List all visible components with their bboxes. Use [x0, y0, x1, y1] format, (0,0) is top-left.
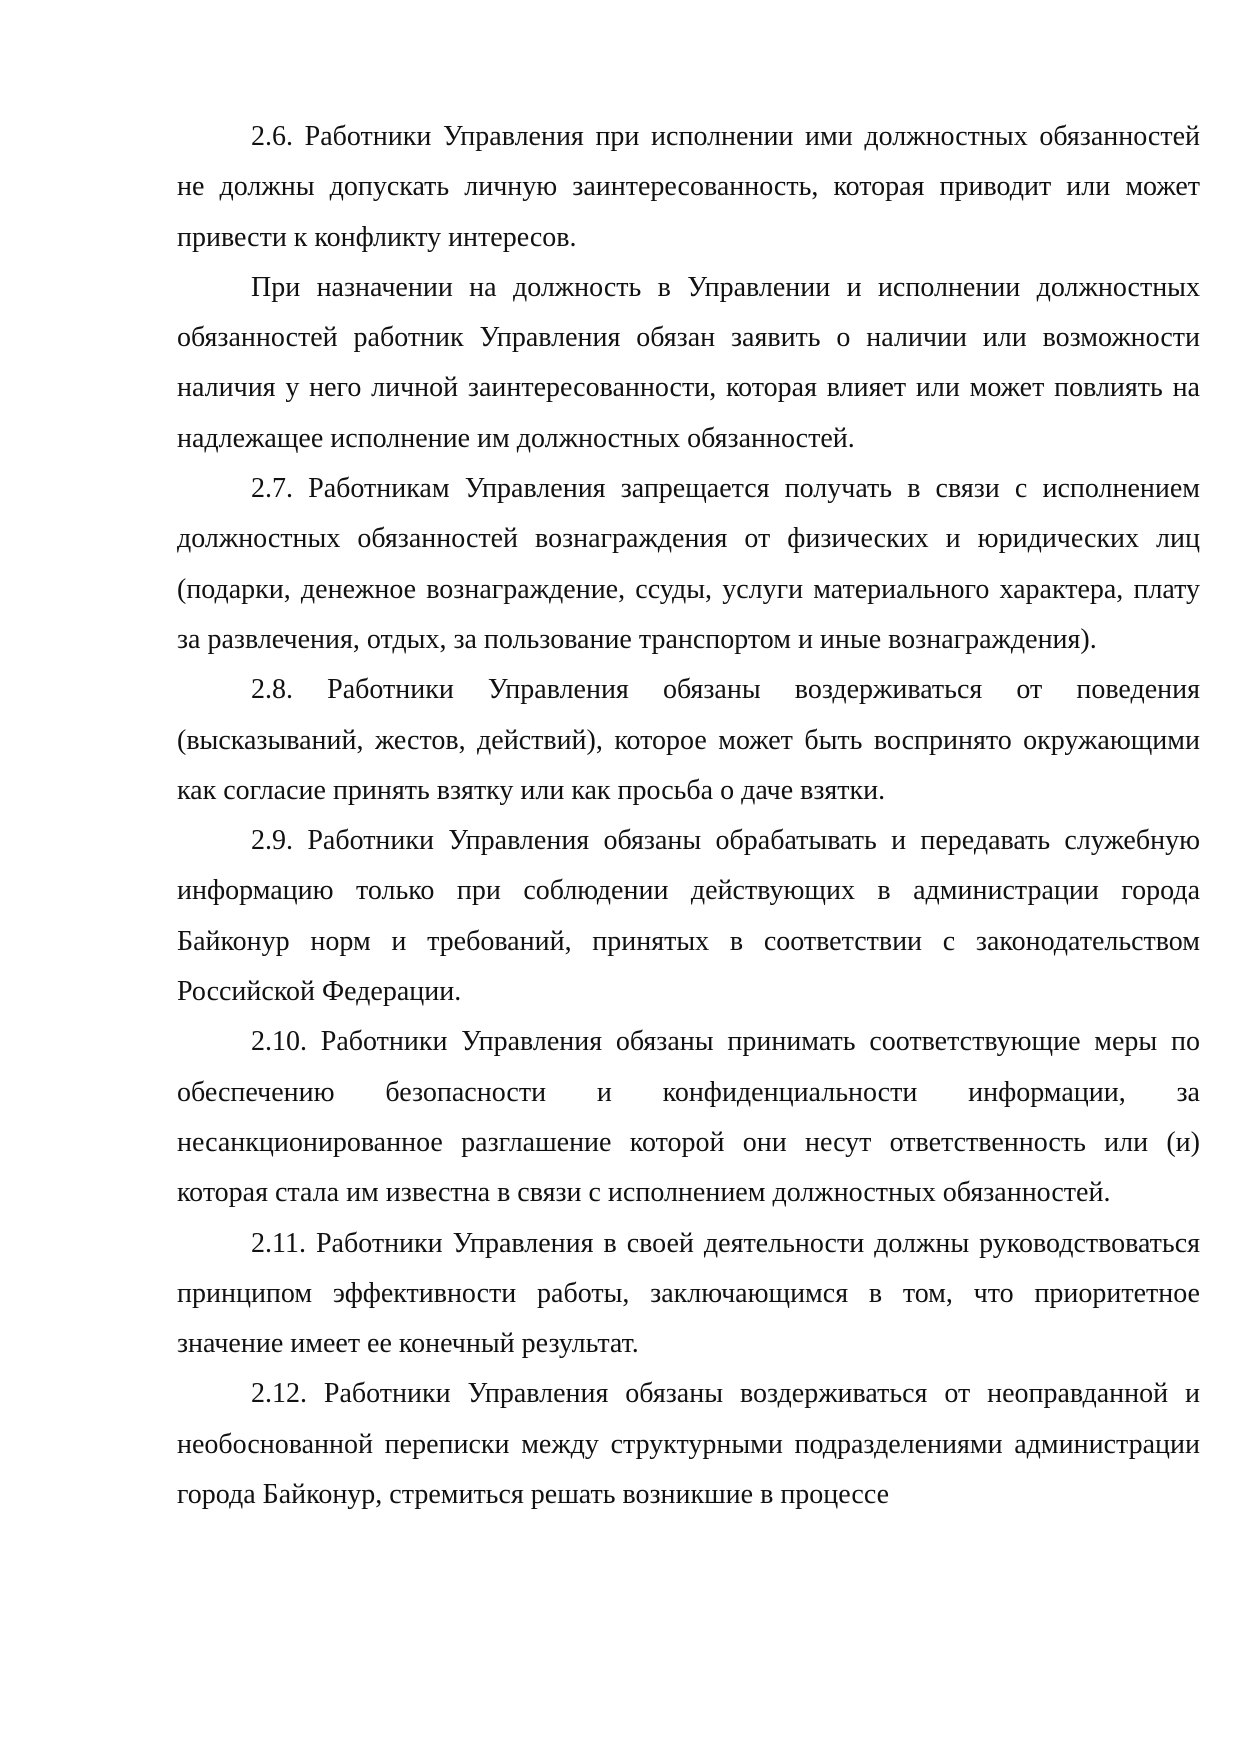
- paragraph-2-11: 2.11. Работники Управления в своей деятельности должны руководствоваться принципом эффективности работы, заключающимся в том, что приоритетное значение имеет ее конечный результат.: [177, 1227, 1200, 1360]
- paragraph-2-10: 2.10. Работники Управления обязаны принимать соответствующие меры по обеспечению безопасности и конфиденциальности информации, за несанкционированное разглашение которой они несут ответственность или (и) которая стала им известна в связи с исполнением должностных обязанностей.: [177, 1026, 1200, 1209]
- paragraph-2-8: 2.8. Работники Управления обязаны воздерживаться от поведения (высказываний, жестов, действий), которое может быть воспринято окружающими как согласие принять взятку или как просьба о даче взятки.: [177, 674, 1200, 806]
- paragraph-2-7: 2.7. Работникам Управления запрещается получать в связи с исполнением должностных обязанностей вознаграждения от физических и юридических лиц (подарки, денежное вознаграждение, ссуды, услуги материального характера, плату за развлечения, отдых, за пользование транспортом и иные вознаграждения).: [177, 473, 1200, 655]
- paragraph-2-6: 2.6. Работники Управления при исполнении ими должностных обязанностей не должны допускать личную заинтересованность, которая приводит или может привести к конфликту интересов.: [177, 121, 1200, 253]
- document-body: [177, 112, 1200, 1520]
- paragraph-2-6-continued: При назначении на должность в Управлении и исполнении должностных обязанностей работник Управления обязан заявить о наличии или возможности наличия у него личной заинтересованности, которая влияет или может повлиять на надлежащее исполнение им должностных обязанностей.: [177, 271, 1200, 454]
- paragraph-2-12: 2.12. Работники Управления обязаны воздерживаться от неоправданной и необоснованной переписки между структурными подразделениями администрации города Байконур, стремиться решать возникшие в процессе: [177, 1378, 1200, 1511]
- paragraph-2-9: 2.9. Работники Управления обязаны обрабатывать и передавать служебную информацию только при соблюдении действующих в администрации города Байконур норм и требований, принятых в соответствии с законодательством Российской Федерации.: [177, 825, 1200, 1008]
